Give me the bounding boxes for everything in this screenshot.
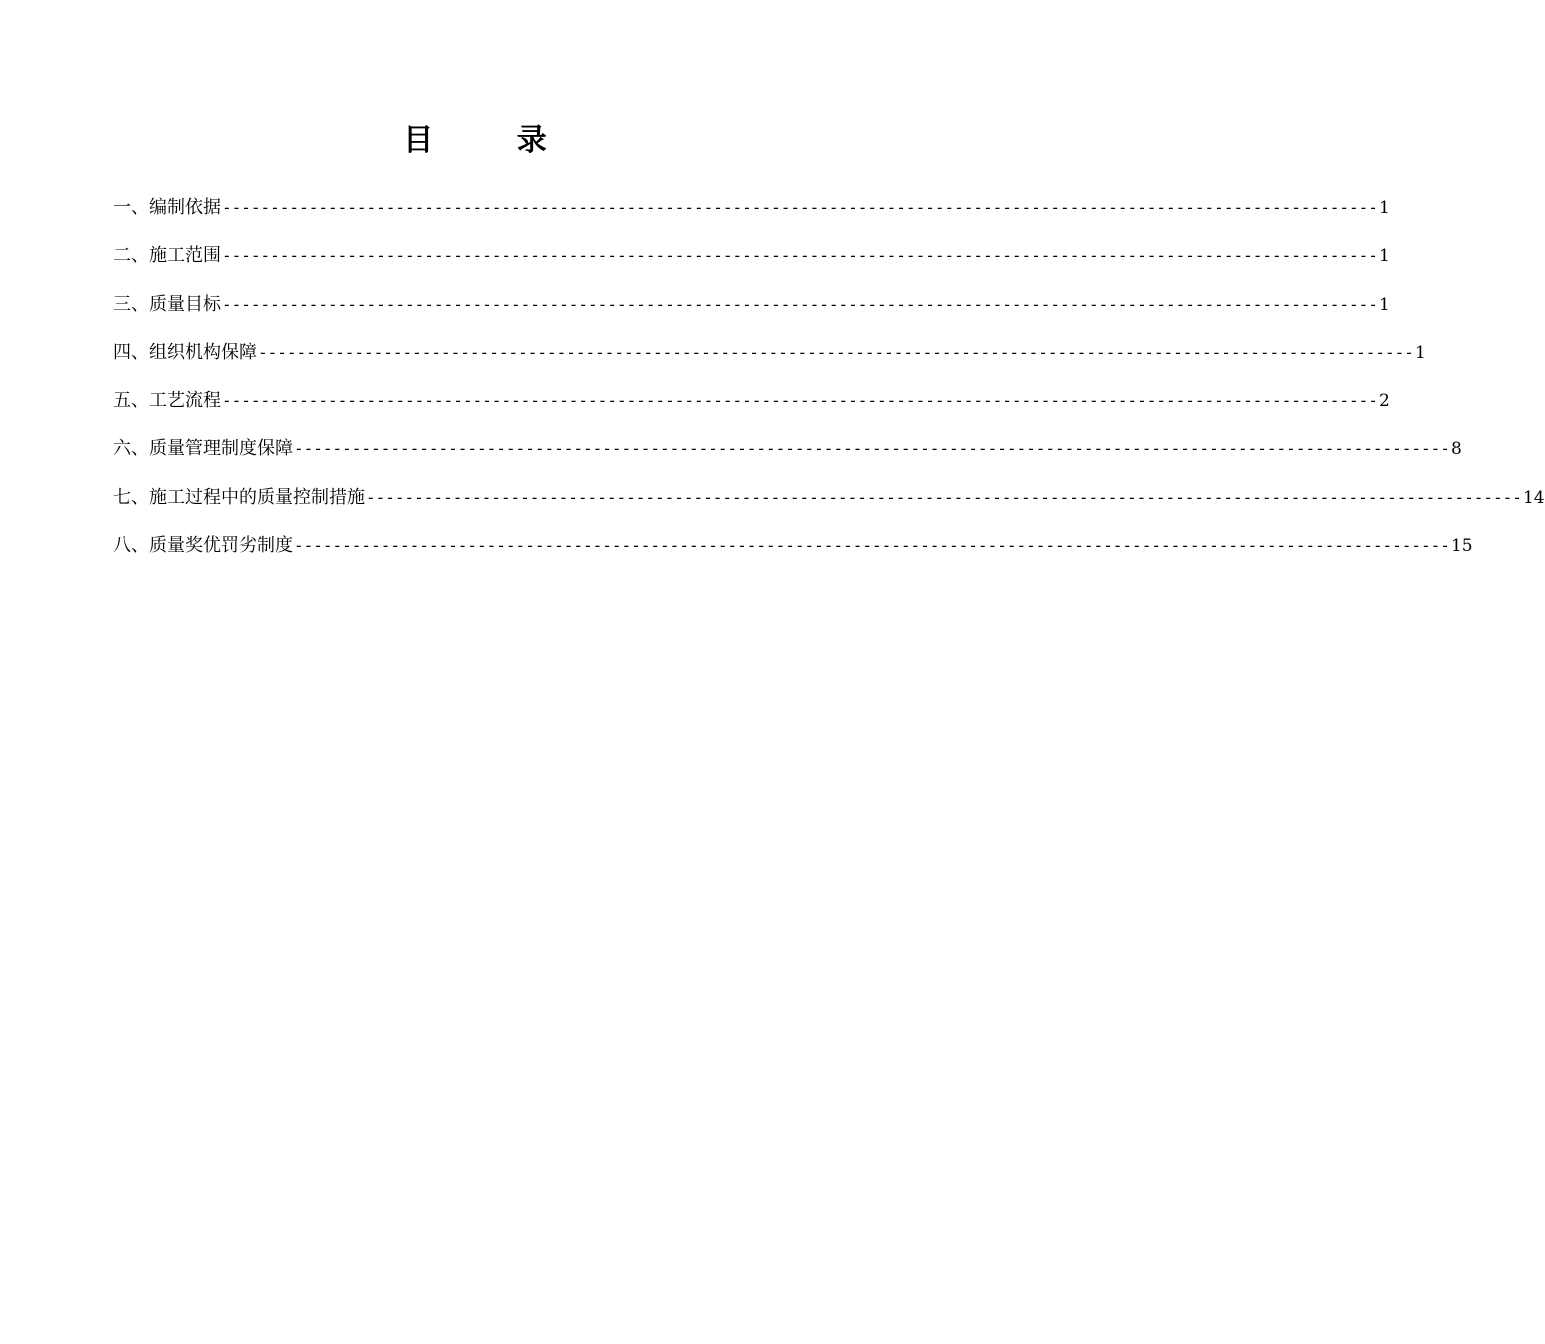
toc-page-number: 14 — [1522, 487, 1545, 508]
toc-entry[interactable] — [113, 528, 1473, 576]
toc-dot-leader: ------------------------------------------------------------------------------------------------------------------------ — [366, 487, 1522, 507]
toc-entry[interactable] — [113, 383, 1390, 431]
toc-dot-leader: ------------------------------------------------------------------------------------------------------------------------ — [222, 246, 1378, 266]
toc-entry-label: 五、工艺流程 — [113, 390, 221, 412]
toc-page-number: 2 — [1378, 391, 1390, 412]
toc-page-number: 1 — [1378, 198, 1390, 218]
toc-entry-label: 四、组织机构保障 — [113, 341, 257, 363]
toc-entry-label: 六、质量管理制度保障 — [113, 438, 293, 460]
toc-dot-leader: ------------------------------------------------------------------------------------------------------------------------ — [222, 294, 1378, 314]
toc-dot-leader: ------------------------------------------------------------------------------------------------------------------------ — [222, 391, 1378, 411]
toc-entry[interactable] — [113, 287, 1390, 335]
toc-entry[interactable] — [113, 238, 1390, 286]
toc-entry[interactable] — [113, 190, 1390, 238]
toc-page-number: 1 — [1414, 342, 1426, 363]
toc-entry-label: 七、施工过程中的质量控制措施 — [113, 486, 365, 508]
toc-entry-label: 一、编制依据 — [113, 197, 221, 218]
toc-entry[interactable] — [113, 480, 1545, 528]
toc-page-number: 8 — [1450, 439, 1462, 460]
toc-entry-label: 八、质量奖优罚劣制度 — [113, 535, 293, 557]
toc-entry[interactable] — [113, 431, 1462, 479]
toc-dot-leader: ------------------------------------------------------------------------------------------------------------------------ — [294, 439, 1450, 459]
toc-entry-label: 二、施工范围 — [113, 245, 221, 267]
toc-page-number: 1 — [1378, 246, 1390, 267]
toc-list — [113, 190, 1545, 576]
toc-page-number: 1 — [1378, 294, 1390, 315]
toc-entry[interactable] — [113, 335, 1426, 383]
toc-title: 目 录 — [403, 123, 547, 158]
toc-dot-leader: ------------------------------------------------------------------------------------------------------------------------ — [222, 198, 1378, 217]
toc-dot-leader: ------------------------------------------------------------------------------------------------------------------------ — [258, 342, 1414, 362]
toc-page-number: 15 — [1450, 536, 1473, 557]
toc-dot-leader: ------------------------------------------------------------------------------------------------------------------------ — [294, 536, 1450, 556]
toc-entry-label: 三、质量目标 — [113, 293, 221, 315]
